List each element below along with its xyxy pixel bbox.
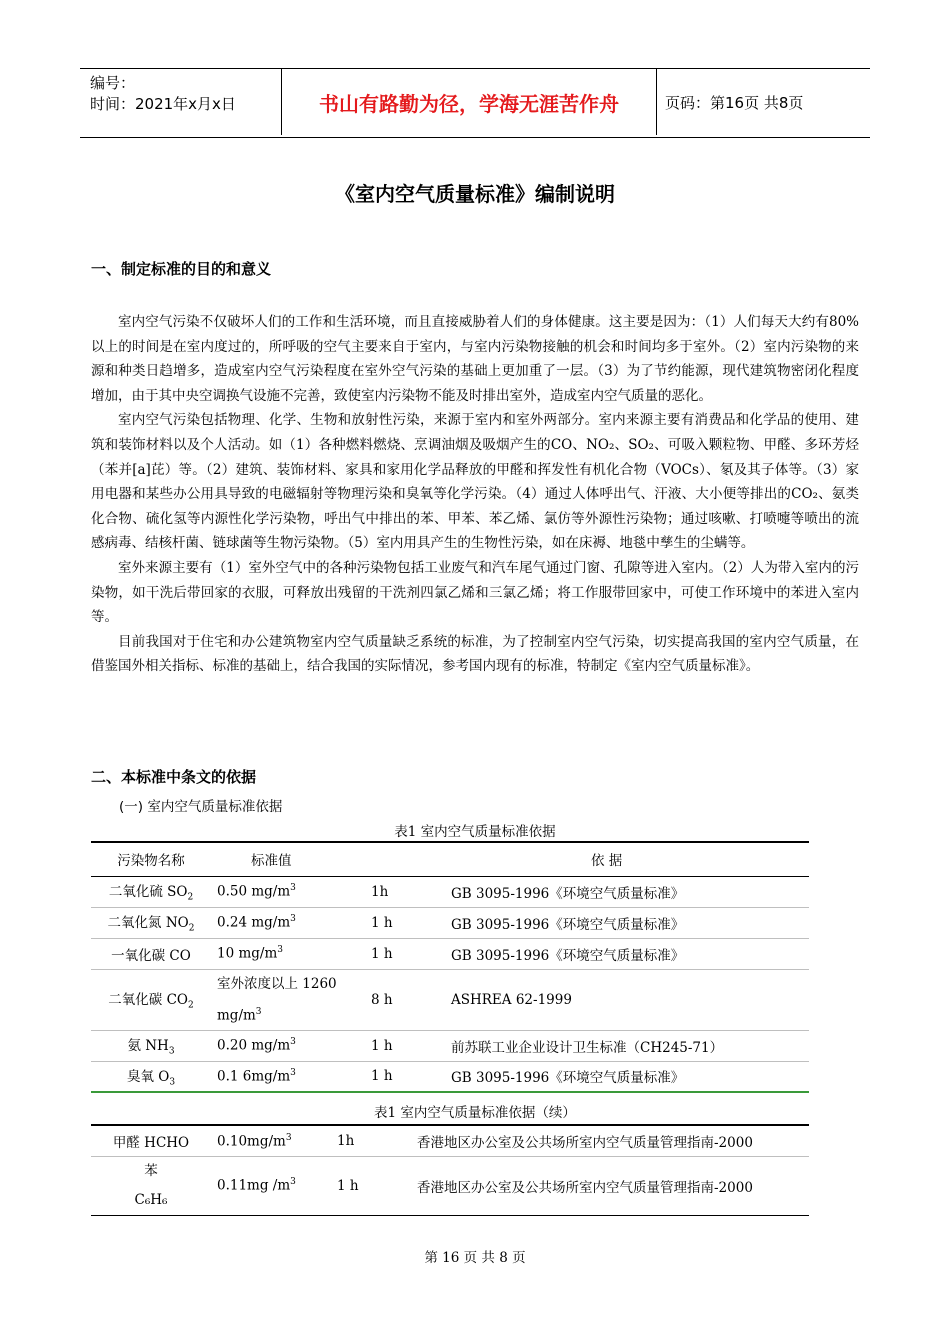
- basis: GB 3095-1996《环境空气质量标准》: [451, 907, 809, 938]
- section2-heading: 二、本标准中条文的依据: [91, 768, 257, 786]
- standard-value: 0.11mg /m: [217, 1177, 291, 1194]
- basis: GB 3095-1996《环境空气质量标准》: [451, 876, 809, 907]
- number-label: 编号：: [90, 74, 136, 92]
- table-row: 二氧化硫 $SO_2$ 0.50 $mg/m^3$ 1h GB 3095-1996《环境空气质量标准》: [91, 876, 809, 907]
- standard-value: 0.20 mg/m: [217, 1037, 291, 1054]
- table-row: 氨 $NH_3$ 0.20 $mg/m^3$ 1 h 前苏联工业企业设计卫生标准（CH245-71）: [91, 1030, 809, 1061]
- standard-value: 0.1 6mg/m: [217, 1068, 291, 1085]
- document-title: 《室内空气质量标准》编制说明: [335, 182, 615, 206]
- pollutant-name: 一氧化碳 CO: [111, 947, 191, 964]
- averaging-time: 1 h: [337, 1156, 417, 1215]
- averaging-time: 1 h: [371, 1061, 451, 1092]
- pollutant-name: 二氧化碳 CO: [108, 992, 188, 1009]
- standard-value: 10 mg/m: [217, 945, 278, 962]
- paragraph: 室内空气污染不仅破坏人们的工作和生活环境，而且直接威胁着人们的身体健康。这主要是因为：（1）人们每天大约有80%以上的时间是在室内度过的，所呼吸的空气主要来自于室内，与室内污染物接触的机会和时间均多于室外。（2）室内污染物的来源和种类日趋增多，造成室内空气污染程度在室外空气污染的基础上更加重了一层。（3）为了节约能源，现代建筑物密闭化程度增加，由于其中央空调换气设施不完善，致使室内污染物不能及时排出室外，造成室内空气质量的恶化。: [91, 314, 859, 404]
- page-header: [80, 68, 870, 138]
- standard-value: 0.10mg/m: [217, 1133, 286, 1149]
- subsection-title: (一) 室内空气质量标准依据: [119, 799, 283, 815]
- averaging-time: 1h: [337, 1125, 417, 1156]
- basis: 香港地区办公室及公共场所室内空气质量管理指南-2000: [417, 1125, 809, 1156]
- page-label: 页码：第16页 共8页: [665, 93, 804, 112]
- pollutant-name: 氨 NH: [127, 1038, 169, 1055]
- basis: GB 3095-1996《环境空气质量标准》: [451, 938, 809, 969]
- table-row: 二氧化碳 $CO_2$ 室外浓度以上 1260 $mg/m^3$ 8 h ASHREA 62-1999: [91, 969, 809, 1030]
- pollutant-name: 臭氧 O: [126, 1068, 170, 1085]
- col-pollutant: 污染物名称: [91, 842, 211, 876]
- motto: 书山有路勤为径，学海无涯苦作舟: [281, 69, 657, 135]
- averaging-time: 1 h: [371, 907, 451, 938]
- standards-table: [91, 841, 809, 1093]
- basis: 前苏联工业企业设计卫生标准（CH245-71）: [451, 1030, 809, 1061]
- basis: 香港地区办公室及公共场所室内空气质量管理指南-2000: [417, 1156, 809, 1215]
- header-meta: [90, 73, 236, 115]
- table-row: 二氧化氮 $NO_2$ 0.24 $mg/m^3$ 1 h GB 3095-1996《环境空气质量标准》: [91, 907, 809, 938]
- pollutant-name: 甲醛 HCHO: [91, 1125, 211, 1156]
- table2-caption: 表1 室内空气质量标准依据（续）: [374, 1105, 576, 1121]
- table-row: 一氧化碳 CO 10 $mg/m^3$ 1 h GB 3095-1996《环境空气质量标准》: [91, 938, 809, 969]
- time-label: 时间：2021年x月x日: [90, 95, 236, 113]
- table1-caption: 表1 室内空气质量标准依据: [394, 824, 556, 840]
- table-row: 甲醛 HCHO $0.10mg/m^3$ 1h 香港地区办公室及公共场所室内空气质量管理指南-2000: [91, 1125, 809, 1156]
- paragraph: 室内空气污染包括物理、化学、生物和放射性污染，来源于室内和室外两部分。室内来源主要有消费品和化学品的使用、建筑和装饰材料以及个人活动。如（1）各种燃料燃烧、烹调油烟及吸烟产生的CO、NO₂、SO₂、可吸入颗粒物、甲醛、多环芳烃（苯并[a]芘）等。（2）建筑、装饰材料、家具和家用化学品释放的甲醛和挥发性有机化合物（VOCs）、氡及其子体等。（3）家用电器和某些办公用具导致的电磁辐射等物理污染和臭氧等化学污染。（4）通过人体呼出气、汗液、大小便等排出的CO₂、氨类化合物、硫化氢等内源性化学污染物，呼出气中排出的苯、甲苯、苯乙烯、氯仿等外源性污染物；通过咳嗽、打喷嚏等喷出的流感病毒、结核杆菌、链球菌等生物污染物。（5）室内用具产生的生物性污染，如在床褥、地毯中孳生的尘螨等。: [91, 412, 859, 552]
- table-row: 臭氧 $O_3$ 0.1 $6mg/m^3$ 1 h GB 3095-1996《环境空气质量标准》: [91, 1061, 809, 1092]
- standard-value: 0.50 mg/m: [217, 883, 291, 900]
- standard-value: 0.24 mg/m: [217, 914, 291, 931]
- section1-heading: 一、制定标准的目的和意义: [91, 260, 272, 278]
- standard-value: 室外浓度以上 1260 mg/m: [217, 975, 337, 1024]
- pollutant-name: 苯: [144, 1162, 158, 1179]
- pollutant-name: 二氧化硫 SO: [108, 884, 188, 901]
- averaging-time: 1h: [371, 876, 451, 907]
- paragraph: 室外来源主要有（1）室外空气中的各种污染物包括工业废气和汽车尾气通过门窗、孔隙等进入室内。（2）人为带入室内的污染物，如干洗后带回家的衣服，可释放出残留的干洗剂四氯乙烯和三氯乙烯；将工作服带回家中，可使工作环境中的苯进入室内等。: [91, 559, 859, 626]
- standards-table-continued: [91, 1124, 809, 1216]
- averaging-time: 8 h: [371, 969, 451, 1030]
- averaging-time: 1 h: [371, 1030, 451, 1061]
- paragraph: 目前我国对于住宅和办公建筑物室内空气质量缺乏系统的标准，为了控制室内空气污染，切实提高我国的室内空气质量，在借鉴国外相关指标、标准的基础上，结合我国的实际情况，参考国内现有的标准，特制定《室内空气质量标准》。: [91, 633, 859, 675]
- table-row: 苯 C₆H₆ 0.11mg $/m^3$ 1 h 香港地区办公室及公共场所室内空气质量管理指南-2000: [91, 1156, 809, 1215]
- pollutant-name: 二氧化氮 NO: [107, 915, 189, 932]
- pollutant-formula: C₆H₆: [134, 1191, 168, 1208]
- averaging-time: 1 h: [371, 938, 451, 969]
- basis: ASHREA 62-1999: [451, 969, 809, 1030]
- table-header-row: [91, 842, 809, 876]
- page-footer: 第 16 页 共 8 页: [424, 1250, 526, 1266]
- basis: GB 3095-1996《环境空气质量标准》: [451, 1061, 809, 1092]
- col-basis: 依 据: [451, 842, 809, 876]
- col-standard: 标准值: [211, 842, 371, 876]
- section1-body: [91, 310, 859, 679]
